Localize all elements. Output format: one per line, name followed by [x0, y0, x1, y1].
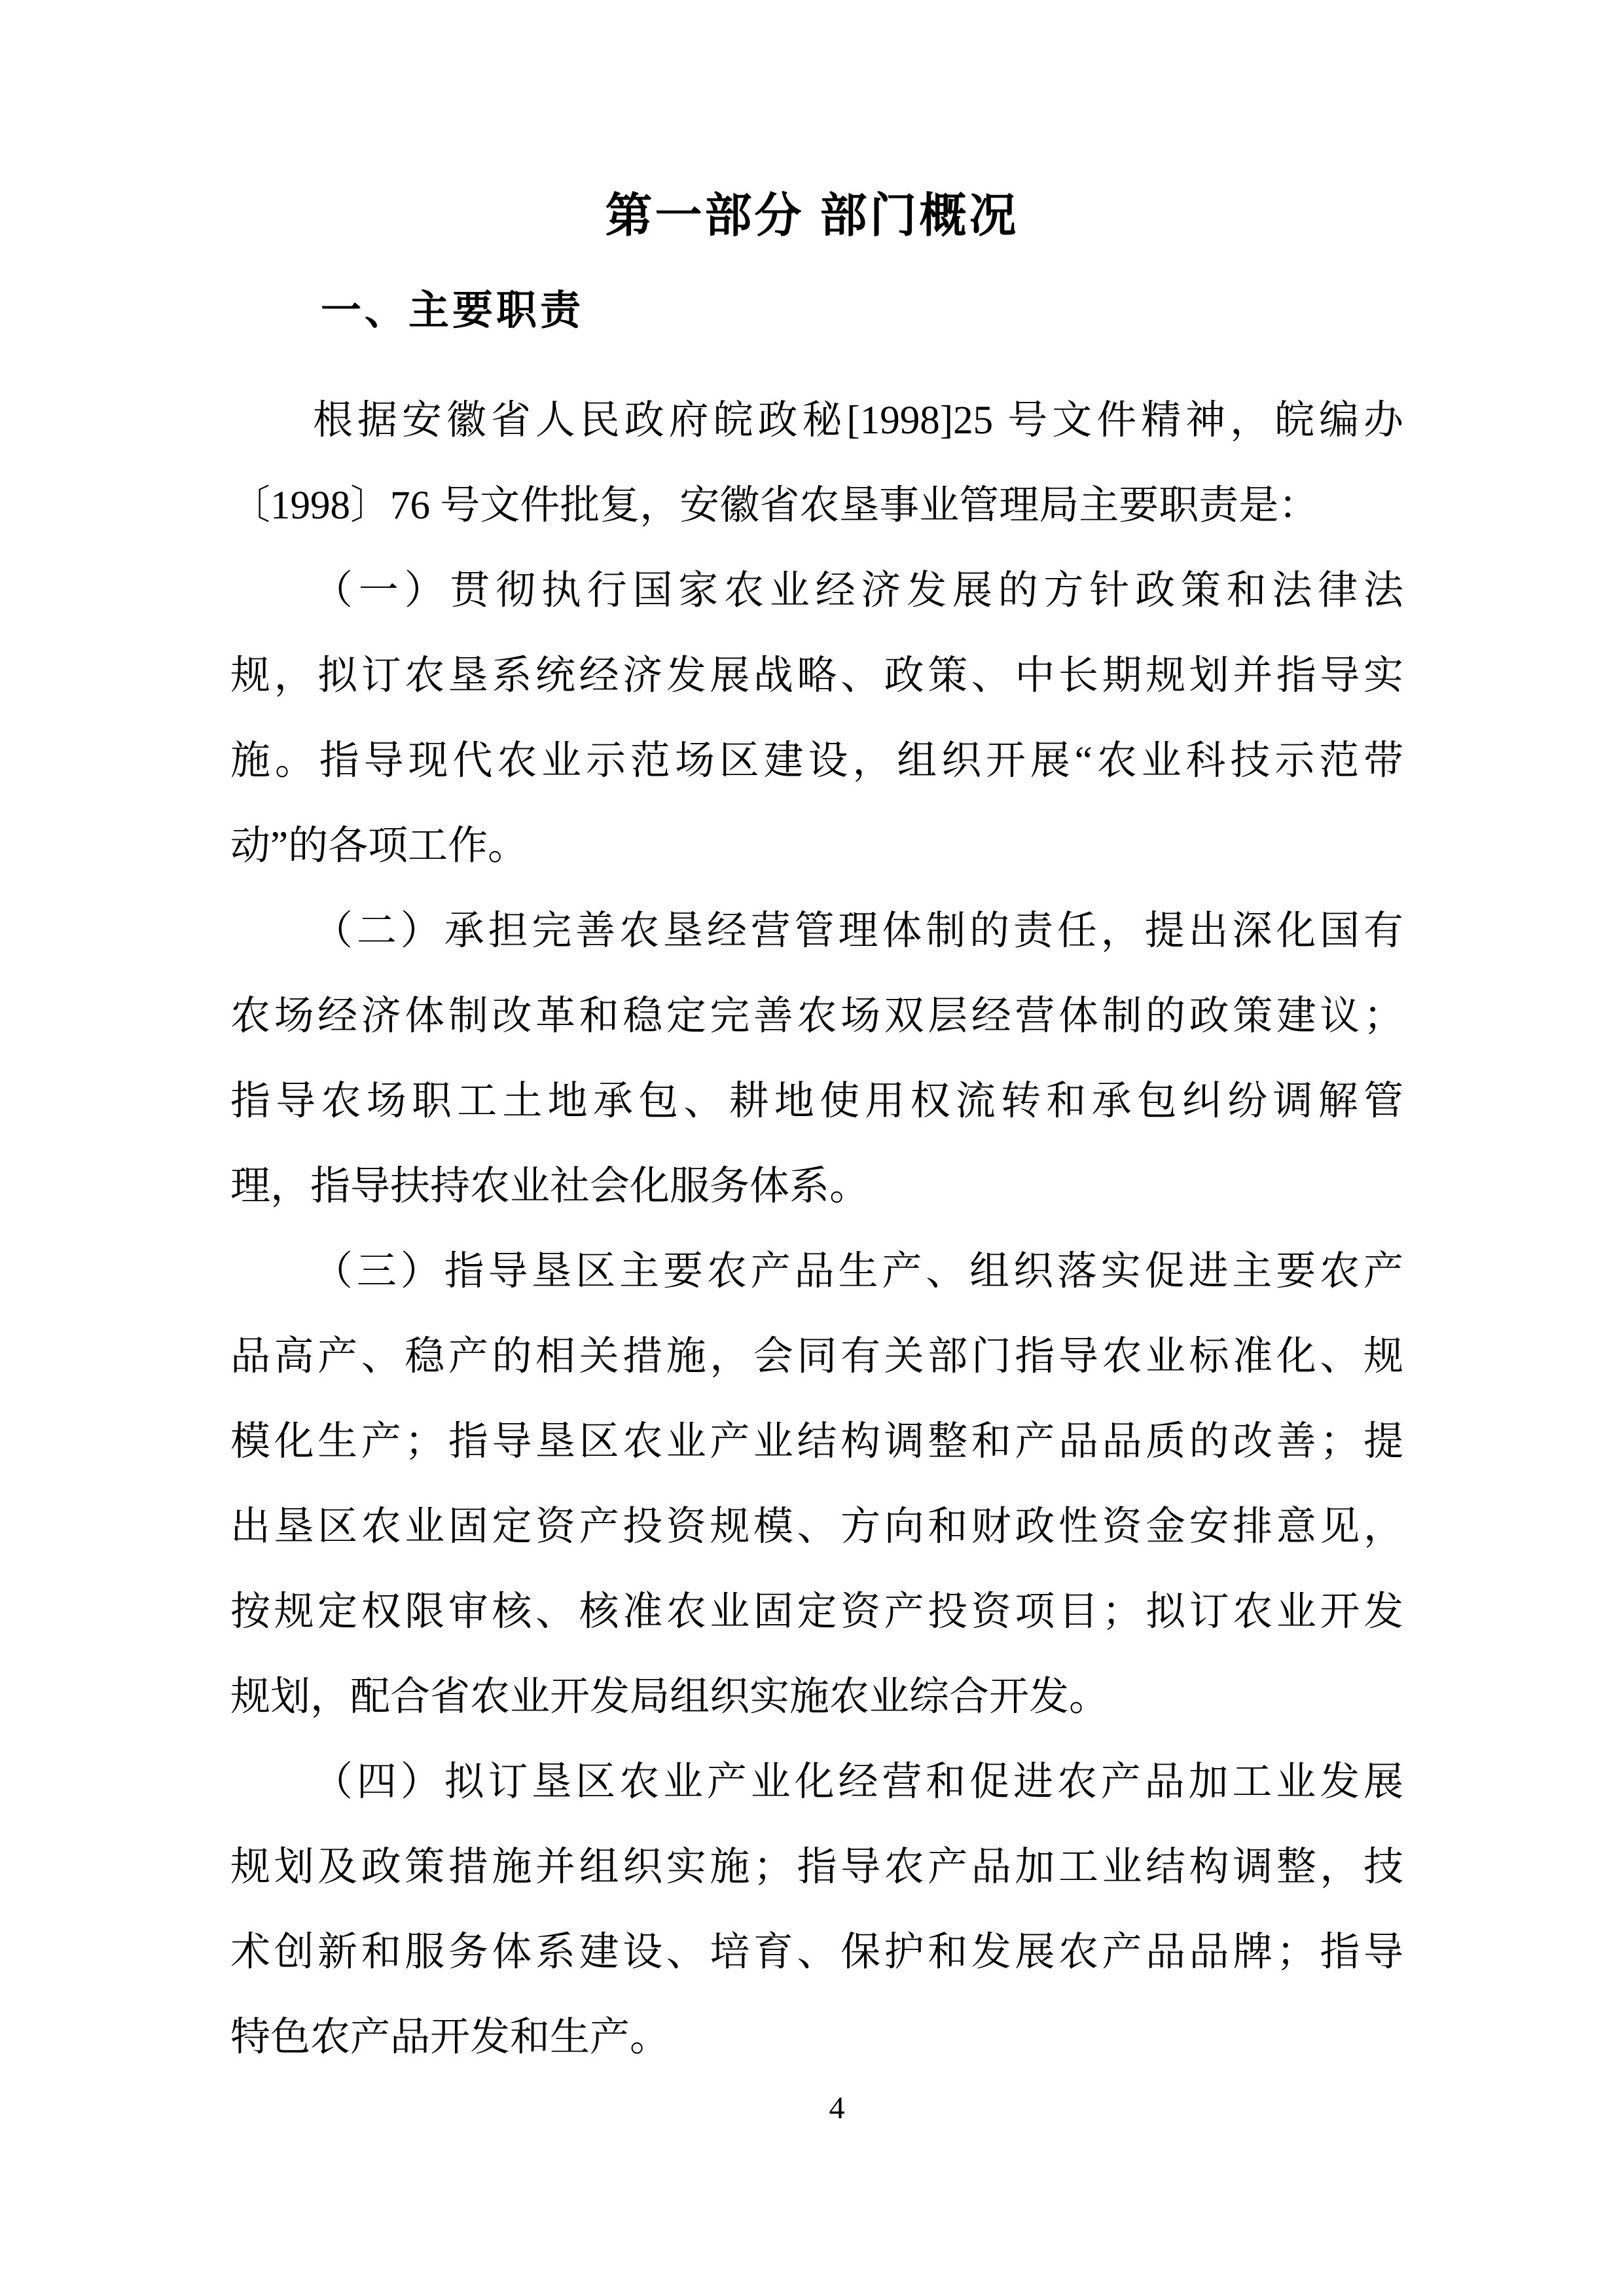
text-line: （一）贯彻执行国家农业经济发展的方针政策和法律法	[313, 569, 1403, 613]
text-line: （四）拟订垦区农业产业化经营和促进农产品加工业发展	[313, 1760, 1403, 1804]
text-line: 〔1998〕76 号文件批复，安徽省农垦事业管理局主要职责是：	[230, 484, 1319, 528]
text-line: 特色农产品开发和生产。	[230, 2015, 670, 2059]
text-line: 术创新和服务体系建设、培育、保护和发展农产品品牌；指导	[230, 1930, 1403, 1974]
text-line: 根据安徽省人民政府皖政秘[1998]25 号文件精神，皖编办	[313, 399, 1403, 443]
text-line: 出垦区农业固定资产投资规模、方向和财政性资金安排意见，	[230, 1505, 1403, 1549]
text-line: 指导农场职工土地承包、耕地使用权流转和承包纠纷调解管	[230, 1079, 1403, 1123]
document-title: 第一部分 部门概况	[605, 190, 1019, 242]
text-line: 规，拟订农垦系统经济发展战略、政策、中长期规划并指导实	[230, 654, 1403, 698]
text-line: （二）承担完善农垦经营管理体制的责任，提出深化国有	[313, 909, 1403, 953]
text-line: 按规定权限审核、核准农业固定资产投资项目；拟订农业开发	[230, 1590, 1403, 1634]
text-line: 动”的各项工作。	[230, 824, 528, 868]
text-line: 理，指导扶持农业社会化服务体系。	[230, 1165, 870, 1208]
text-line: 模化生产；指导垦区农业产业结构调整和产品品质的改善；提	[230, 1420, 1403, 1464]
text-line: 品高产、稳产的相关措施，会同有关部门指导农业标准化、规	[230, 1335, 1403, 1379]
text-line: 农场经济体制改革和稳定完善农场双层经营体制的政策建议；	[230, 994, 1403, 1038]
text-line: 规划及政策措施并组织实施；指导农产品加工业结构调整，技	[230, 1845, 1403, 1889]
text-line: 施。指导现代农业示范场区建设，组织开展“农业科技示范带	[230, 739, 1403, 783]
page-number: 4	[829, 2091, 845, 2125]
text-line: （三）指导垦区主要农产品生产、组织落实促进主要农产	[313, 1250, 1403, 1293]
document-body	[230, 378, 1403, 2080]
text-line: 规划，配合省农业开发局组织实施农业综合开发。	[230, 1675, 1110, 1719]
section-heading: 一、主要职责	[321, 288, 585, 333]
